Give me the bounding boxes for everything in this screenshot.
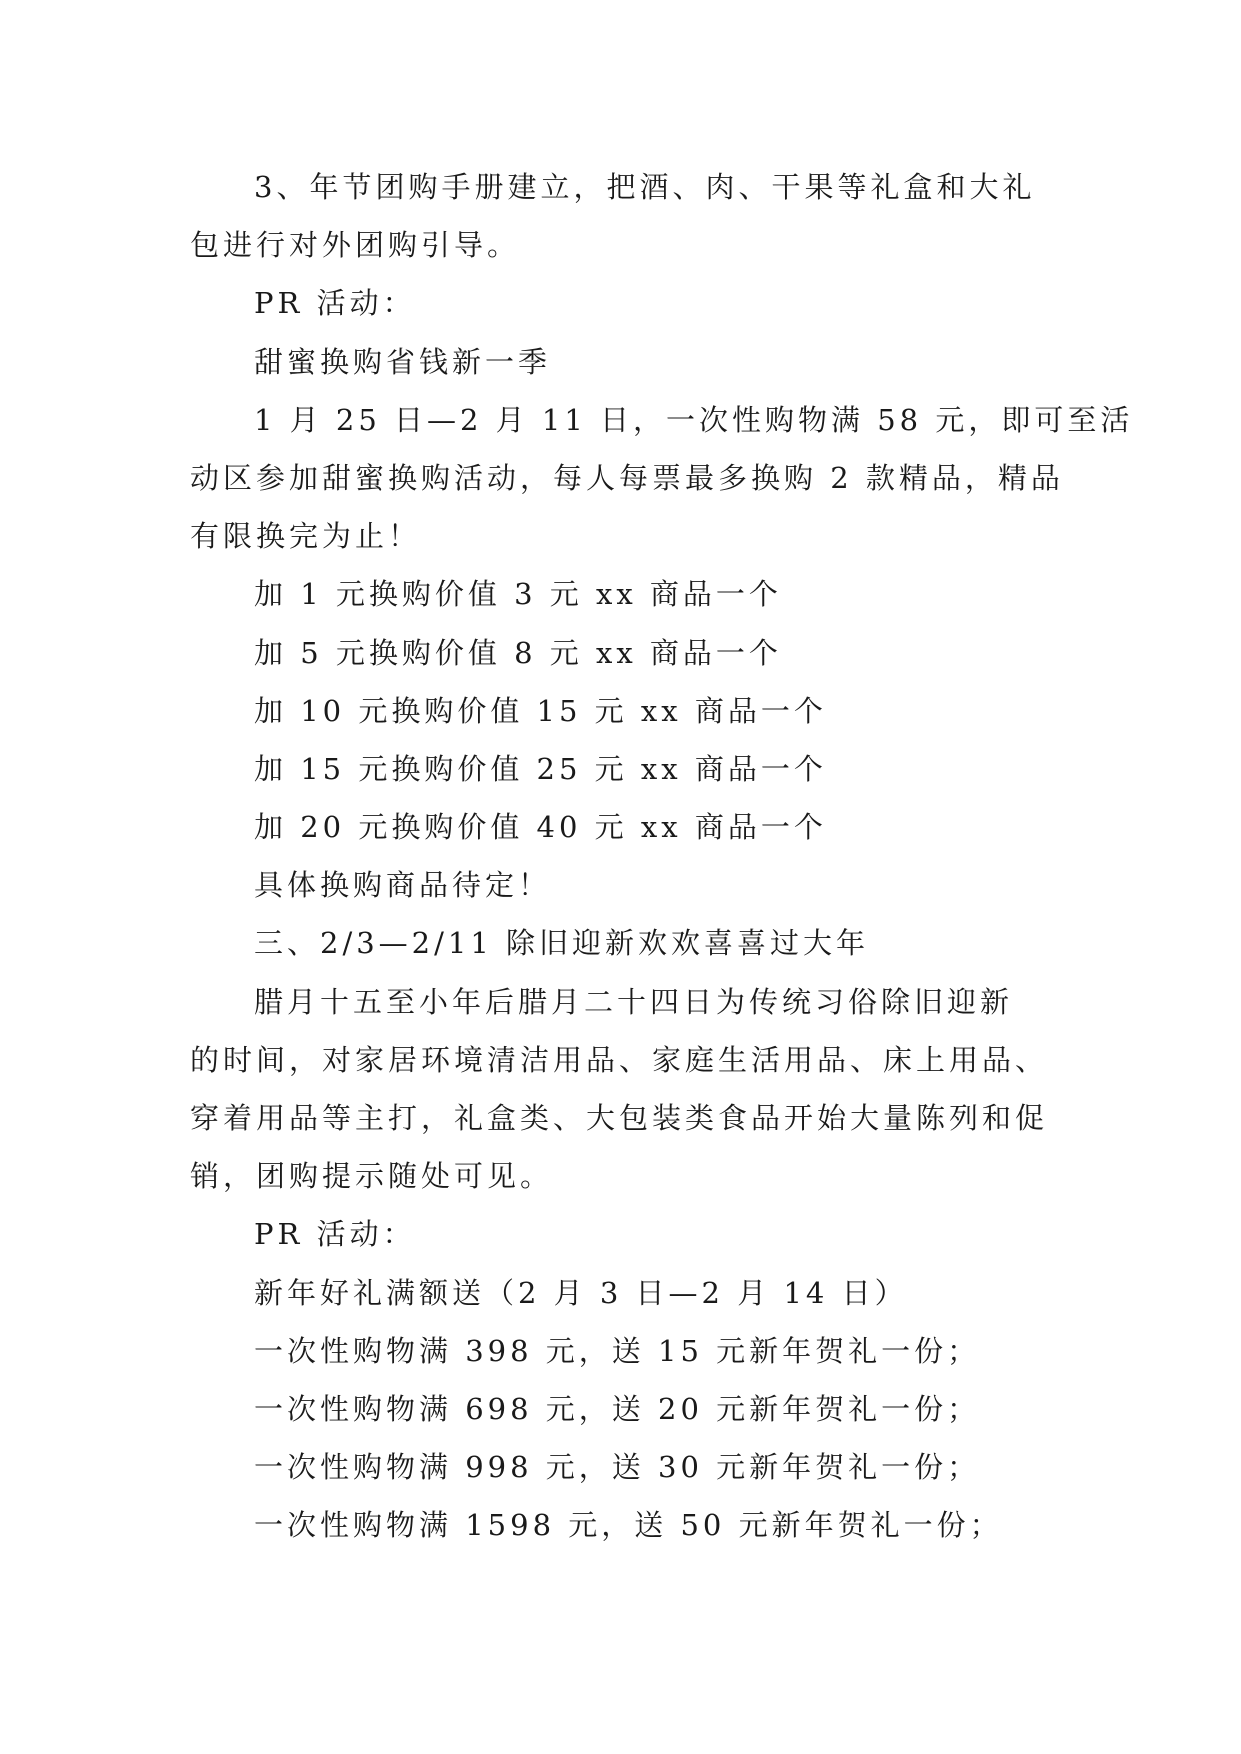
text-line: 1 月 25 日—2 月 11 日，一次性购物满 58 元，即可至活 [254,402,1134,437]
text-line: 3、年节团购手册建立，把酒、肉、干果等礼盒和大礼 [254,170,1036,204]
list-item: 一次性购物满 1598 元，送 50 元新年贺礼一份； [254,1508,1003,1543]
list-item: 加 5 元换购价值 8 元 xx 商品一个 [254,635,782,670]
list-item: 加 20 元换购价值 40 元 xx 商品一个 [254,810,827,845]
text-line: 的时间，对家居环境清洁用品、家庭生活用品、床上用品、 [190,1042,1049,1077]
document-body [190,158,1134,1555]
activity-title: 新年好礼满额送（2 月 3 日—2 月 14 日） [254,1275,908,1310]
list-item: 加 1 元换购价值 3 元 xx 商品一个 [254,577,782,612]
text-line: 有限换完为止！ [190,519,422,554]
text-line: 销，团购提示随处可见。 [190,1159,554,1194]
list-item: 加 10 元换购价值 15 元 xx 商品一个 [254,693,827,728]
text-line: 动区参加甜蜜换购活动，每人每票最多换购 2 款精品，精品 [190,460,1064,495]
section-label: PR 活动： [254,1217,416,1252]
text-line: 包进行对外团购引导。 [190,228,521,263]
section-heading: 三、2/3—2/11 除旧迎新欢欢喜喜过大年 [254,926,870,961]
list-item: 一次性购物满 398 元，送 15 元新年贺礼一份； [254,1333,981,1368]
text-line: 腊月十五至小年后腊月二十四日为传统习俗除旧迎新 [254,984,1014,1019]
text-line: 具体换购商品待定！ [254,868,552,903]
section-label: PR 活动： [254,286,416,321]
activity-title: 甜蜜换购省钱新一季 [254,344,552,379]
text-line: 穿着用品等主打，礼盒类、大包装类食品开始大量陈列和促 [190,1101,1049,1135]
list-item: 加 15 元换购价值 25 元 xx 商品一个 [254,751,827,786]
list-item: 一次性购物满 998 元，送 30 元新年贺礼一份； [254,1450,981,1485]
list-item: 一次性购物满 698 元，送 20 元新年贺礼一份； [254,1391,981,1426]
